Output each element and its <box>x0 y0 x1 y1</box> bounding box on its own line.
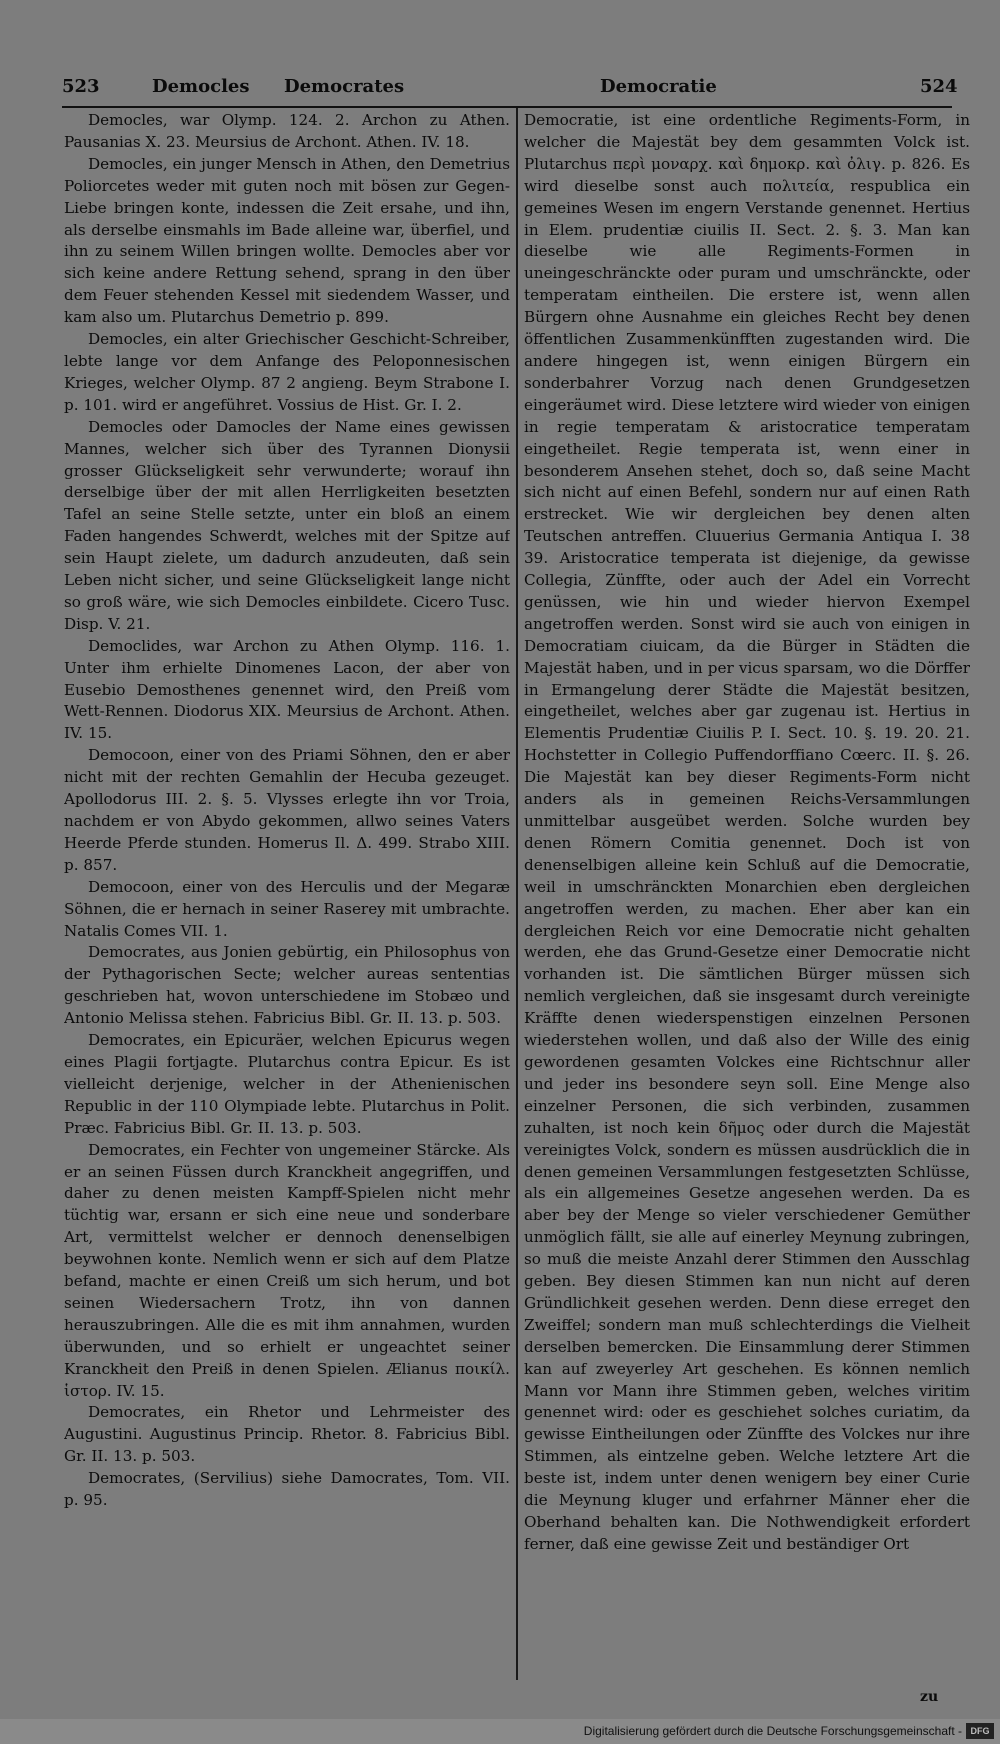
dfg-logo: DFG <box>966 1723 994 1739</box>
entry-democrates-servilius: Democrates, (Servilius) siehe Damocrates, Tom. VII. p. 95. <box>64 1469 510 1510</box>
running-head-left-1: Democles <box>152 76 250 97</box>
running-head-left-2: Democrates <box>284 76 405 97</box>
entry-damocles: Democles oder Damocles der Name eines gewissen Mannes, welcher sich über des Tyrannen Dionysii grosser Glückseligkeit sehr verwunderte; worauf ihn derselbige über der mit allen Herrligkeiten besetzten Tafel an seine Stelle setzte, unter ein bloß an einem Faden hangendes Schwerdt, welches mit der Spitze auf sein Haupt zielete, um dadurch anzudeuten, daß sein Leben nicht sicher, und seine Glückseligkeit lange nicht so groß wäre, wie sich Democles einbildete. Cicero Tusc. Disp. V. 21. <box>64 417 510 633</box>
entry-democrates-epicurean: Democrates, ein Epicuräer, welchen Epicurus wegen eines Plagii fortjagte. Plutarchus contra Epicur. Es ist vielleicht derjenige, welcher in der Athenienischen Republic in der 110 Olympiade lebte. Plutarchus in Polit. Præc. Fabricius Bibl. Gr. II. 13. p. 503. <box>64 1031 510 1137</box>
entry-democoon-herculis: Democoon, einer von des Herculis und der Megaræ Söhnen, die er hernach in seiner Raserey mit umbrachte. Natalis Comes VII. 1. <box>64 877 510 940</box>
catchword: zu <box>920 1689 939 1705</box>
column-divider <box>516 108 518 1680</box>
entry-democles-historian: Democles, ein alter Griechischer Geschicht-Schreiber, lebte lange vor dem Anfange des Peloponnesischen Krieges, welcher Olymp. 87 2 angieng. Beym Strabone I. p. 101. wird er angeführet. Vossius de Hist. Gr. I. 2. <box>64 330 510 414</box>
entry-democrates-rhetor: Democrates, ein Rhetor und Lehrmeister des Augustini. Augustinus Princip. Rhetor. 8. Fabricius Bibl. Gr. II. 13. p. 503. <box>64 1403 510 1466</box>
entry-democratie: Democratie, ist eine ordentliche Regiments-Form, in welcher die Majestät bey dem gesammten Volck ist. Plutarchus περὶ μοναρχ. καὶ δημοκρ. καὶ ὀλιγ. p. 826. Es wird dieselbe sonst auch πολιτεία, respublica ein gemeines Wesen im engern Verstande genennet. Hertius in Elem. prudentiæ ciuilis II. Sect. 2. §. 3. Man kan dieselbe wie alle Regiments-Formen in uneingeschränckte oder puram und umschränckte, oder temperatam eintheilen. Die erstere ist, wenn allen Bürgern ohne Ausnahme ein gleiches Recht bey denen öffentlichen Zusammenkünfften zugestanden wird. Die andere hingegen ist, wenn einigen Bürgern ein sonderbahrer Vorzug nach denen Grundgesetzen eingeräumet wird. Diese letztere wird wieder von einigen in regie temperatam & aristocratice temperatam eingetheilet. Regie temperata ist, wenn einer in besonderem Ansehen stehet, doch so, daß seine Macht sich nicht auf einen Befehl, sondern nur auf einen Rath erstrecket. Wie wir dergleichen bey denen alten Teutschen antreffen. Cluuerius Germania Antiqua I. 38 39. Aristocratice temperata ist diejenige, da gewisse Collegia, Zünffte, oder auch der Adel ein Vorrecht genüssen, wie hin und wieder hiervon Exempel angetroffen werden. Sonst wird sie auch von einigen in Democratiam ciuicam, da die Bürger in Städten die Majestät haben, und in per vicus sparsam, wo die Dörffer in Ermangelung derer Städte die Majestät besitzen, eingetheilet, welches aber gar zugenau ist. Hertius in Elementis Prudentiæ Ciuilis P. I. Sect. 10. §. 19. 20. 21. Hochstetter in Collegio Puffendorffiano Cœerc. II. §. 26. Die Majestät kan bey dieser Regiments-Form nicht anders als in gemeinen Reichs-Versammlungen unmittelbar ausgeübet werden. Solche wurden bey denen Römern Comitia genennet. Doch ist von denenselbigen alleine kein Schluß auf die Democratie, weil in umschränckten Monarchien eben dergleichen angetroffen werden, zu machen. Eher aber kan ein dergleichen Reich vor eine Democratie nicht gehalten werden, ehe das Grund-Gesetze einer Democratie nicht vorhanden ist. Die sämtlichen Bürger müssen sich nemlich vergleichen, daß sie insgesamt durch vereinigte Kräffte denen wiederspenstigen einzelnen Personen wiederstehen wollen, und daß also der Wille des einig gewordenen gesamten Volckes eine Richtschnur aller und jeder ins besondere seyn soll. Eine Menge also einzelner Personen, die sich verbinden, zusammen zuhalten, ist noch kein δῆμος oder durch die Majestät vereinigtes Volck, sondern es müssen ausdrücklich die in denen gemeinen Versammlungen festgesetzten Schlüsse, als ein allgemeines Gesetze angesehen werden. Da es aber bey der Menge so vieler verschiedener Gemüther unmöglich fällt, sie alle auf einerley Meynung zubringen, so muß die meiste Anzahl derer Stimmen den Ausschlag geben. Bey diesen Stimmen kan nun nicht auf deren Gründlichkeit gesehen werden. Denn diese erreget den Zweiffel; sondern man muß schlechterdings die Vielheit derselben bemercken. Die Einsammlung derer Stimmen kan auf zweyerley Art geschehen. Es können nemlich Mann vor Mann ihre Stimmen geben, welches viritim genennet wird: oder es geschiehet solches curiatim, da gewisse Eintheilungen oder Zünffte des Volckes nur ihre Stimmen, als eintzelne geben. Welche letztere Art die beste ist, indem unter denen wenigern bey einer Curie die Meynung kluger und erfahrner Männer eher die Oberhand behalten kan. Die Nothwendigkeit erfordert ferner, daß eine gewisse Zeit und beständiger Ort <box>524 111 970 1553</box>
entry-democles-archon: Democles, war Olymp. 124. 2. Archon zu Athen. Pausanias X. 23. Meursius de Archont. Athen. IV. 18. <box>64 111 510 151</box>
entry-democles-youth: Democles, ein junger Mensch in Athen, den Demetrius Poliorcetes weder mit guten noch mit bösen zur Gegen-Liebe bringen konte, indessen die Zeit ersahe, und ihn, als derselbe einsmahls im Bade alleine war, überfiel, und ihn zu seinem Willen bringen wollte. Democles aber vor sich keine andere Rettung sehend, sprang in den über dem Feuer stehenden Kessel mit siedendem Wasser, und kam also um. Plutarchus Demetrio p. 899. <box>64 154 510 327</box>
footer-credit-text: Digitalisierung gefördert durch die Deutsche Forschungsgemeinschaft - <box>583 1724 962 1738</box>
running-head-right: Democratie <box>600 76 717 97</box>
digitization-footer <box>0 1719 1000 1744</box>
entry-democrates-fighter: Democrates, ein Fechter von ungemeiner Stärcke. Als er an seinen Füssen durch Kranckheit angegriffen, und daher zu denen meisten Kampff-Spielen nicht mehr tüchtig war, ersann er sich eine neue und sonderbare Art, vermittelst welcher er dennoch denenselbigen beywohnen konte. Nemlich wenn er sich auf dem Platze befand, machte er einen Creiß um sich herum, und bot seinen Wiedersachern Trotz, ihn von dannen herauszubringen. Alle die es mit ihm annahmen, wurden überwunden, und so erhielt er ungeachtet seiner Kranckheit den Preiß in denen Spielen. Ælianus ποικίλ. ἱστορ. IV. 15. <box>64 1140 510 1400</box>
page-header <box>62 70 958 106</box>
left-column <box>64 110 510 1680</box>
entry-democrates-philosophus: Democrates, aus Jonien gebürtig, ein Philosophus von der Pythagorischen Secte; welcher aureas sententias geschrieben hat, wovon unterschiedene im Stobæo und Antonio Melissa stehen. Fabricius Bibl. Gr. II. 13. p. 503. <box>64 943 510 1028</box>
header-rule <box>62 106 952 108</box>
page-number-left: 523 <box>62 76 100 97</box>
entry-democoon-priami: Democoon, einer von des Priami Söhnen, den er aber nicht mit der rechten Gemahlin der Hecuba gezeuget. Apollodorus III. 2. §. 5. Vlysses erlegte ihn vor Troia, nachdem er von Abydo gekommen, allwo seines Vaters Heerde Pferde stunden. Homerus Il. Δ. 499. Strabo XIII. p. 857. <box>64 746 510 874</box>
right-column <box>524 110 970 1680</box>
entry-democlides: Democlides, war Archon zu Athen Olymp. 116. 1. Unter ihm erhielte Dinomenes Lacon, der aber von Eusebio Demosthenes genennet wird, den Preiß vom Wett-Rennen. Diodorus XIX. Meursius de Archont. Athen. IV. 15. <box>64 636 510 743</box>
page-number-right: 524 <box>920 76 958 97</box>
